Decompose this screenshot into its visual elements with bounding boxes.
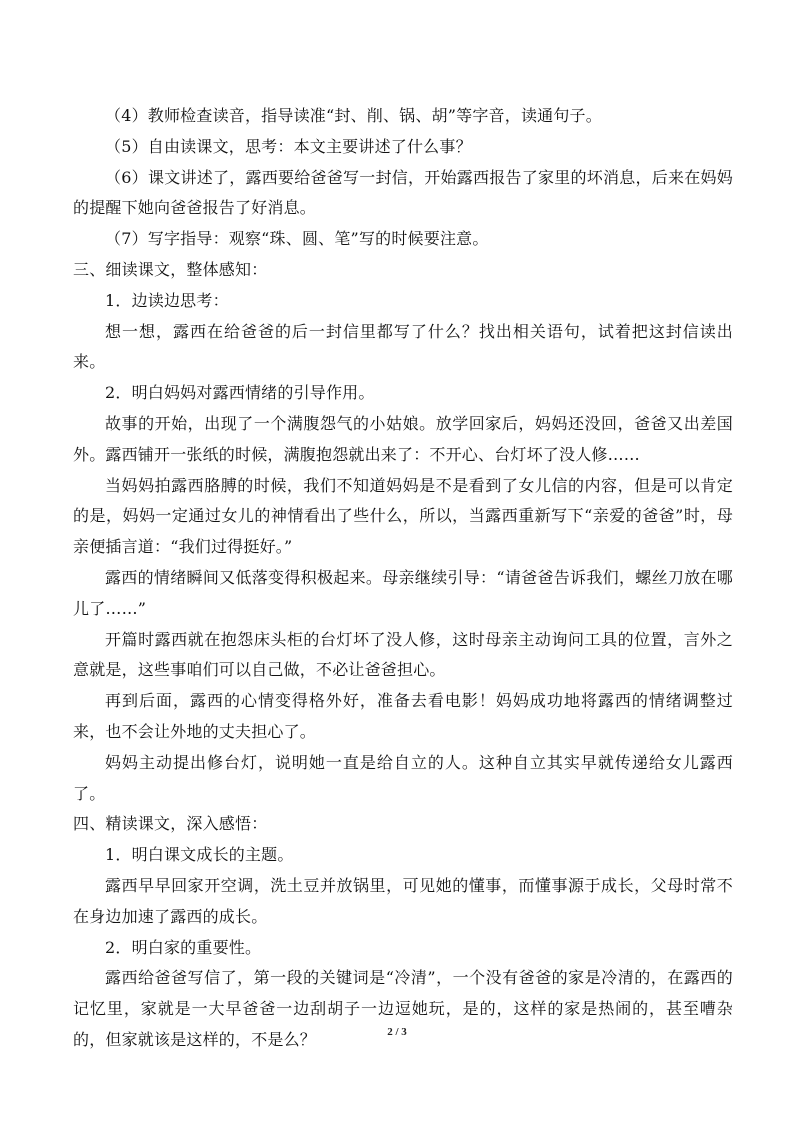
body-paragraph: 露西早早回家开空调，洗土豆并放锅里，可见她的懂事，而懂事源于成长，父母时常不在身边加速了露西的成长。 xyxy=(73,875,733,926)
step-4-paragraph: （4）教师检查读音，指导读准“封、削、锅、胡”等字音，读通句子。 xyxy=(105,106,602,125)
body-paragraph: 故事的开始，出现了一个满腹怨气的小姑娘。放学回家后，妈妈还没回，爸爸又出差国外。露西铺开一张纸的时候，满腹抱怨就出来了：不开心、台灯坏了没人修…… xyxy=(73,413,733,464)
sub-heading-2: 2．明白家的重要性。 xyxy=(105,937,262,957)
body-paragraph: 当妈妈拍露西胳膊的时候，我们不知道妈妈是不是看到了女儿信的内容，但是可以肯定的是，妈妈一定通过女儿的神情看出了些什么，所以，当露西重新写下“亲爱的爸爸”时，母亲便插言道：“我们过得挺好。” xyxy=(73,475,733,557)
body-paragraph: 想一想，露西在给爸爸的后一封信里都写了什么？找出相关语句，试着把这封信读出来。 xyxy=(73,321,733,372)
body-paragraph: 再到后面，露西的心情变得格外好，准备去看电影！妈妈成功地将露西的情绪调整过来，也不会让外地的丈夫担心了。 xyxy=(73,691,733,741)
body-paragraph: 露西的情绪瞬间又低落变得积极起来。母亲继续引导：“请爸爸告诉我们，螺丝刀放在哪儿了……” xyxy=(73,567,733,618)
step-5-paragraph: （5）自由读课文，思考：本文主要讲述了什么事？ xyxy=(105,136,472,156)
sub-heading-2: 2．明白妈妈对露西情绪的引导作用。 xyxy=(105,383,375,403)
body-paragraph: 露西给爸爸写信了，第一段的关键词是“冷清”，一个没有爸爸的家是冷清的，在露西的记忆里，家就是一大早爸爸一边刮胡子一边逗她玩，是的，这样的家是热闹的，甚至嘈杂的，但家就该是这样的，不是么？ xyxy=(73,968,733,1049)
step-7-paragraph: （7）写字指导：观察“珠、圆、笔”写的时候要注意。 xyxy=(105,229,489,249)
step-6-paragraph: （6）课文讲述了，露西要给爸爸写一封信，开始露西报告了家里的坏消息，后来在妈妈的提醒下她向爸爸报告了好消息。 xyxy=(73,167,733,218)
section-3-heading: 三、细读课文，整体感知： xyxy=(73,259,268,279)
sub-heading-1: 1．明白课文成长的主题。 xyxy=(105,845,294,865)
page-number: 2 / 3 xyxy=(387,1026,407,1038)
body-paragraph: 妈妈主动提出修台灯，说明她一直是给自立的人。这种自立其实早就传递给女儿露西了。 xyxy=(73,752,733,803)
body-paragraph: 开篇时露西就在抱怨床头柜的台灯坏了没人修，这时母亲主动询问工具的位置，言外之意就是，这些事咱们可以自己做，不必让爸爸担心。 xyxy=(73,629,733,680)
sub-heading-1: 1．边读边思考： xyxy=(105,290,229,310)
section-4-heading: 四、精读课文，深入感悟： xyxy=(73,814,268,834)
page-body xyxy=(73,101,733,1056)
